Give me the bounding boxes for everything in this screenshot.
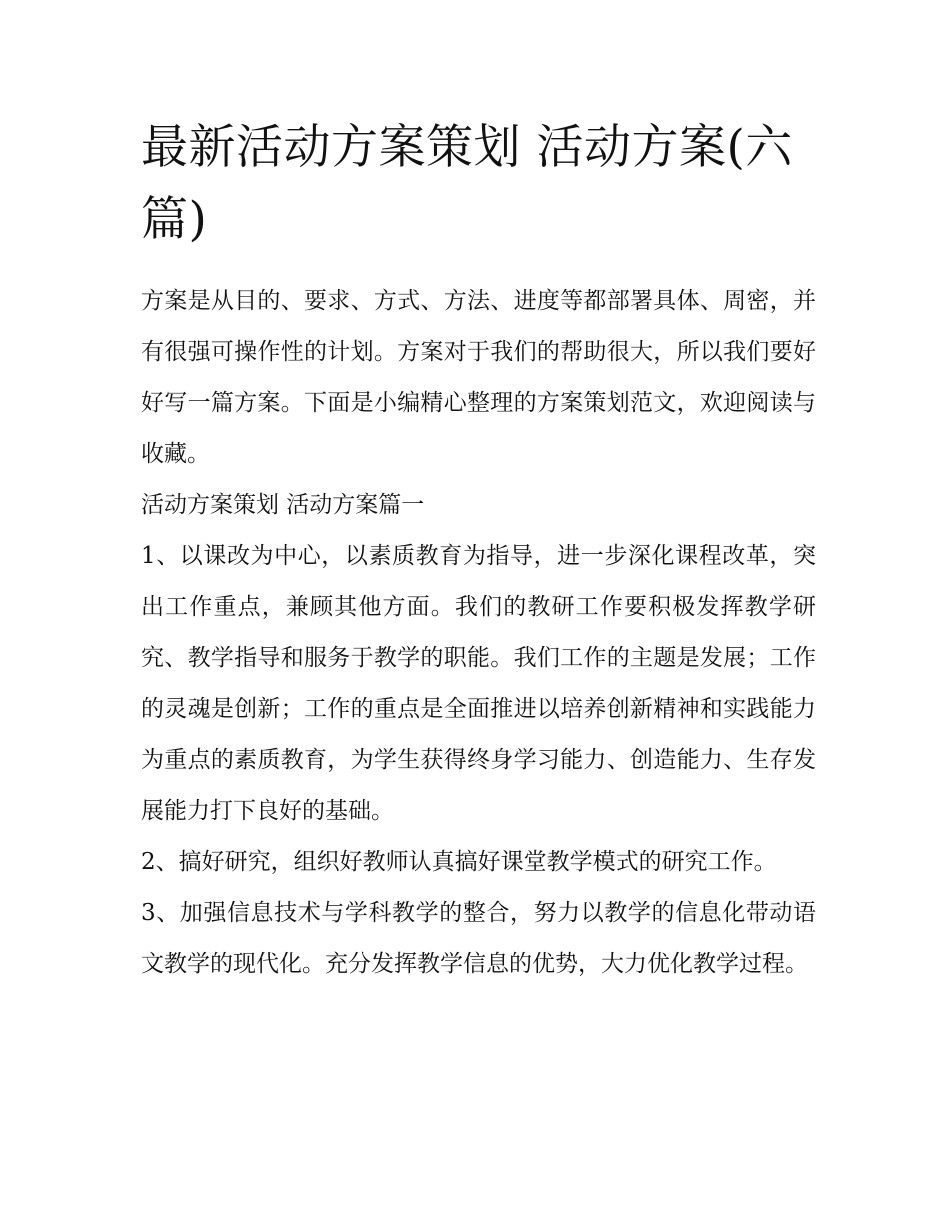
section-heading: 活动方案策划 活动方案篇一 [141, 492, 425, 518]
intro-paragraph: 方案是从目的、要求、方式、方法、进度等都部署具体、周密，并有很强可操作性的计划。方案对于我们的帮助很大，所以我们要好好写一篇方案。下面是小编精心整理的方案策划范文，欢迎阅读与收藏。 [141, 288, 816, 467]
list-item: 1、以课改为中心，以素质教育为指导，进一步深化课程改革，突出工作重点，兼顾其他方面。我们的教研工作要积极发挥教学研究、教学指导和服务于教学的职能。我们工作的主题是发展；工作的灵魂是创新；工作的重点是全面推进以培养创新精神和实践能力为重点的素质教育，为学生获得终身学习能力、创造能力、生存发展能力打下良好的基础。 [141, 543, 816, 824]
document-page [141, 112, 816, 990]
list-item: 2、搞好研究，组织好教师认真搞好课堂教学模式的研究工作。 [141, 849, 777, 875]
list-item: 3、加强信息技术与学科教学的整合，努力以教学的信息化带动语文教学的现代化。充分发挥教学信息的优势，大力优化教学过程。 [141, 900, 816, 977]
document-title: 最新活动方案策划 活动方案(六篇) [141, 120, 793, 247]
